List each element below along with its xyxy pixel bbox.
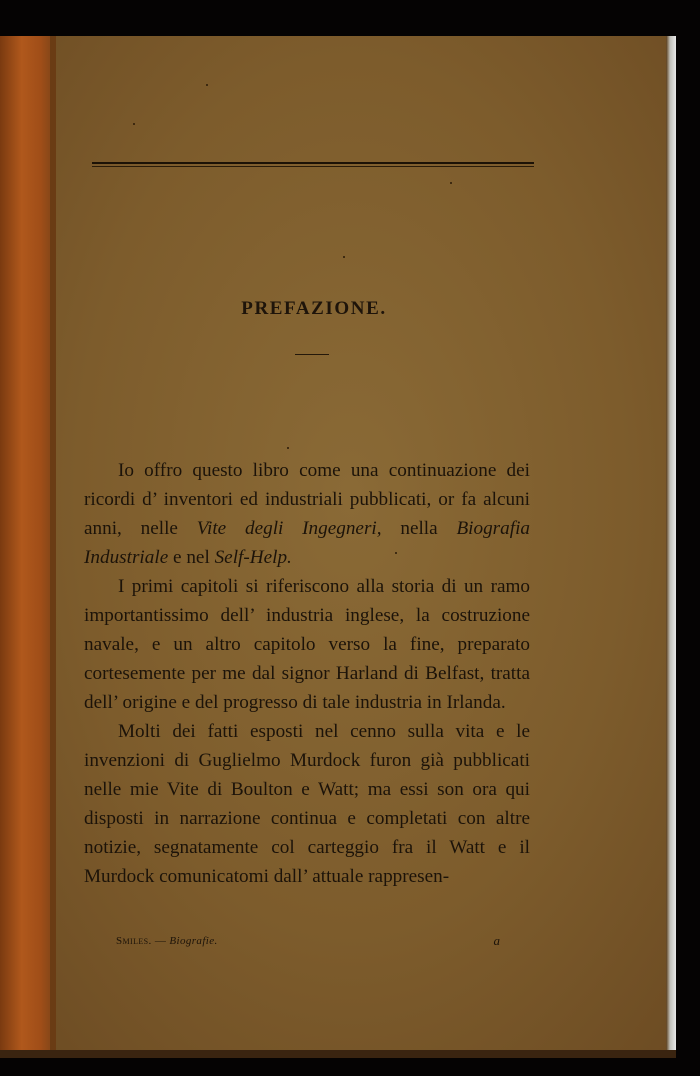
footer-separator: —: [151, 935, 170, 947]
text-segment: Io offro questo libro come una continuazione dei ricordi d’ inventori ed industriali pubblicati, or fa alcuni anni, nelle: [84, 460, 530, 539]
spine-edge: [50, 36, 56, 1058]
footer-work: Biografie.: [169, 935, 218, 947]
italic-title-vite-degli-ingegneri: Vite degli Ingegneri,: [196, 518, 382, 539]
text-segment: nella: [381, 518, 457, 539]
signature-mark: a: [493, 933, 500, 948]
footer-signature-line: [116, 935, 218, 947]
top-double-rule: [92, 162, 534, 167]
italic-title-biografia-industriale: Biografia Industriale: [84, 518, 530, 568]
text-segment: I primi capitoli si riferiscono alla storia di un ramo importantissimo dell’ industria inglese, la costruzione navale, e un altro capitolo verso la fine, preparato cortesemente per me dal signor Harland di Belfast, tratta dell’ origine e del progresso di tale industria in Irlanda.: [84, 576, 530, 713]
italic-title-self-help: Self-Help.: [214, 547, 292, 568]
book-spine: [0, 36, 54, 1058]
text-segment: Molti dei fatti esposti nel cenno sulla vita e le invenzioni di Guglielmo Murdock furon già pubblicati nelle mie Vite di Boulton e Watt; ma essi son ora qui disposti in narrazione continua e completati con altre notizie, segnatamente col carteggio fra il Watt e il Murdock comunicatomi dall’ attuale rappresen-: [84, 721, 530, 887]
footer-author: Smiles.: [116, 935, 152, 947]
body-text: [84, 456, 530, 891]
paragraph-1: [84, 456, 530, 572]
page-title: PREFAZIONE.: [241, 298, 387, 319]
title-rule: [295, 354, 329, 355]
page-right-edge: [666, 36, 676, 1058]
text-segment: e nel: [168, 547, 215, 568]
paragraph-3: [84, 717, 530, 891]
page-footer: [116, 931, 500, 949]
paragraph-2: [84, 572, 530, 717]
page-bottom-edge: [0, 1050, 676, 1058]
